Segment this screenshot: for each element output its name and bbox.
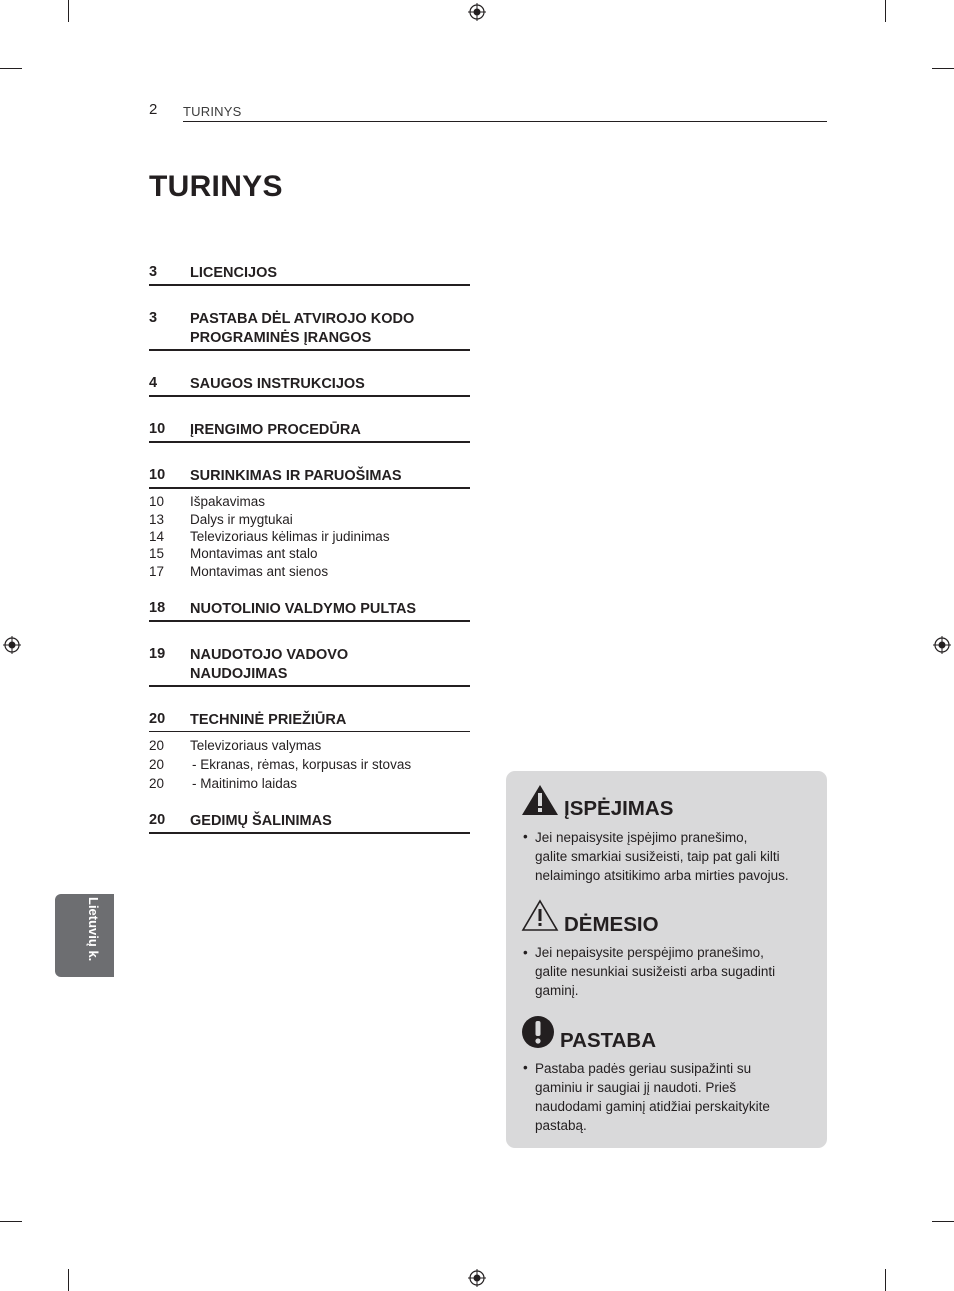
toc-entry-label: TECHNINĖ PRIEŽIŪRA [190, 712, 347, 728]
toc-sub-label: - Ekranas, rėmas, korpusas ir stovas [192, 757, 412, 772]
crop-mark [885, 0, 886, 22]
toc-rule [149, 395, 470, 397]
toc-rule [149, 349, 470, 351]
toc-entry-label: LICENCIJOS [190, 265, 278, 281]
toc-sub-page: 17 [149, 564, 165, 579]
toc-rule [149, 685, 470, 687]
crop-mark [0, 1221, 22, 1222]
toc-page-number: 18 [149, 600, 166, 616]
bullet: • [523, 945, 528, 960]
crop-mark [932, 1221, 954, 1222]
toc-entry-label: GEDIMŲ ŠALINIMAS [190, 813, 332, 829]
toc-sub-page: 20 [149, 757, 165, 772]
toc-rule [149, 731, 470, 732]
toc-rule [149, 832, 470, 834]
toc-page-number: 3 [149, 264, 158, 280]
registration-mark-icon [468, 3, 486, 21]
registration-mark-icon [933, 636, 951, 654]
toc-entry-label: ĮRENGIMO PROCEDŪRA [190, 422, 361, 438]
note-title: PASTABA [560, 1029, 657, 1052]
toc-sub-page: 13 [149, 512, 165, 527]
toc-rule [149, 487, 470, 489]
caution-triangle-icon [521, 899, 559, 932]
registration-mark-icon [468, 1269, 486, 1287]
caution-text: Jei nepaisysite perspėjimo pranešimo, galite nesunkiai susižeisti arba sugadinti gaminį. [535, 945, 776, 998]
toc-page-number: 4 [149, 375, 158, 391]
toc-sub-page: 20 [149, 738, 165, 753]
crop-mark [932, 68, 954, 69]
toc-rule [149, 620, 470, 622]
crop-mark [68, 1269, 69, 1291]
crop-mark [0, 68, 22, 69]
toc-entry-label: SURINKIMAS IR PARUOŠIMAS [190, 468, 402, 484]
header-rule [183, 121, 827, 122]
toc-sub-page: 10 [149, 494, 165, 509]
toc-sub-label: - Maitinimo laidas [192, 776, 298, 791]
toc-sub-page: 20 [149, 776, 165, 791]
toc-page-number: 19 [149, 646, 166, 662]
toc-page-number: 20 [149, 812, 166, 828]
toc-sub-label: Montavimas ant sienos [190, 564, 329, 579]
toc-page-number: 3 [149, 310, 158, 326]
registration-mark-icon [3, 636, 21, 654]
toc-page-number: 10 [149, 421, 166, 437]
caution-title: DĖMESIO [564, 913, 659, 936]
language-side-tab [55, 894, 114, 977]
warning-text: Jei nepaisysite įspėjimo pranešimo, galite smarkiai susižeisti, taip pat gali kilti nelaimingo atsitikimo arba mirties pavojus. [535, 830, 789, 883]
bullet: • [523, 1060, 528, 1075]
page-title: TURINYS [149, 170, 283, 203]
toc-entry-label: PASTABA DĖL ATVIROJO KODO PROGRAMINĖS ĮRANGOS [190, 311, 415, 346]
page-number: 2 [149, 101, 158, 118]
toc-sub-page: 14 [149, 529, 165, 544]
language-tab-label: Lietuvių k. [86, 897, 101, 962]
toc-entry-label: SAUGOS INSTRUKCIJOS [190, 376, 365, 392]
exclamation-circle-icon [521, 1015, 555, 1049]
toc-sub-label: Televizoriaus kėlimas ir judinimas [190, 529, 390, 544]
crop-mark [885, 1269, 886, 1291]
toc-page-number: 20 [149, 711, 166, 727]
crop-mark [68, 0, 69, 22]
warning-title: ĮSPĖJIMAS [564, 797, 674, 820]
warning-triangle-icon [521, 784, 559, 816]
running-header: TURINYS [183, 104, 242, 119]
toc-entry-label: NAUDOTOJO VADOVO NAUDOJIMAS [190, 647, 349, 682]
toc-entry-label: NUOTOLINIO VALDYMO PULTAS [190, 601, 417, 617]
toc-sub-label: Montavimas ant stalo [190, 546, 318, 561]
bullet: • [523, 829, 528, 844]
toc-page-number: 10 [149, 467, 166, 483]
toc-sub-label: Išpakavimas [190, 494, 266, 509]
toc-rule [149, 441, 470, 443]
note-text: Pastaba padės geriau susipažinti su gaminiu ir saugiai jį naudoti. Prieš naudodami gaminį atidžiai perskaitykite pastabą. [535, 1061, 770, 1133]
toc-sub-label: Dalys ir mygtukai [190, 512, 293, 527]
toc-sub-page: 15 [149, 546, 165, 561]
toc-sub-label: Televizoriaus valymas [190, 738, 322, 753]
toc-rule [149, 284, 470, 286]
